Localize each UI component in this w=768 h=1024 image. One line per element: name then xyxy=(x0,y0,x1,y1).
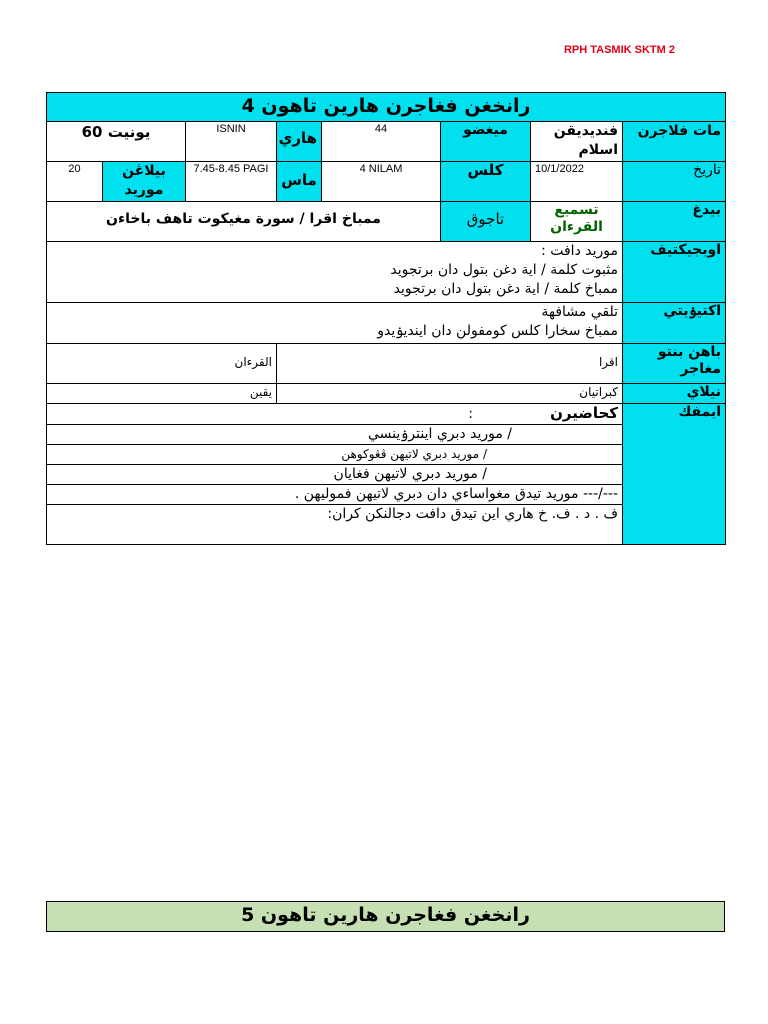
attendance-colon: : xyxy=(468,406,473,422)
next-plan-title: رانخغن فغاجرن هارين تاهون 5 xyxy=(47,902,725,932)
topic-label: تاجوق xyxy=(441,202,531,242)
subject-label: مات فلاجرن xyxy=(623,122,726,162)
material-2: القرءان xyxy=(47,344,277,384)
date-label: تاريخ xyxy=(623,162,726,202)
values-label: نيلاي xyxy=(623,384,726,404)
next-plan-table xyxy=(46,901,725,932)
week-value: 44 xyxy=(322,122,441,162)
class-label: کلس xyxy=(441,162,531,202)
impact-row: ---/--- موريد تيدق مغواساءي دان دبري لاتيهن فموليهن . xyxy=(47,485,623,505)
activities-cell xyxy=(47,303,623,344)
student-count-label: بيلاڠن موريد xyxy=(103,162,186,202)
topic-value: ممباخ اقرا / سورة مغيكوت تاهف باخاءن xyxy=(47,202,441,242)
objective-line: ممباخ كلمة / اية دغن بتول دان برتجويد xyxy=(393,281,618,297)
materials-label: باهن بنتو مغاجر xyxy=(623,344,726,384)
activity-line: تلقي مشافهة xyxy=(541,304,618,320)
value-2: يقين xyxy=(47,384,277,404)
value-1: كبراتيان xyxy=(277,384,623,404)
field-label: بيدغ xyxy=(623,202,726,242)
objective-line: موريد دافت : xyxy=(541,243,618,259)
attendance-row xyxy=(47,404,623,425)
material-1: اقرا xyxy=(277,344,623,384)
time-label: ماس xyxy=(277,162,322,202)
field-value: تسميع القرءان xyxy=(531,202,623,242)
subject-value: فنديديقن اسلام xyxy=(531,122,623,162)
impact-label: ايمفك xyxy=(623,404,726,545)
impact-row: / موريد دبري لاتيهن ڤڠوكوهن xyxy=(47,445,623,465)
class-value: 4 NILAM xyxy=(322,162,441,202)
objectives-cell xyxy=(47,242,623,303)
date-value: 10/1/2022 xyxy=(531,162,623,202)
impact-row: / موريد دبري لاتيهن فغايان xyxy=(47,465,623,485)
notes-cell: ف . د . ف. خ هاري اين تيدق دافت دجالنكن كران: xyxy=(47,505,623,545)
lesson-plan-table xyxy=(46,92,726,545)
week-label: ميغضو xyxy=(441,122,531,162)
objectives-label: اوبجيكتيف xyxy=(623,242,726,303)
day-label: هاري xyxy=(277,122,322,162)
student-count-value: 20 xyxy=(47,162,103,202)
unit-value: يونيت 60 xyxy=(47,122,186,162)
activity-line: ممباخ سخارا كلس كومفولن دان اينديۏيدو xyxy=(377,323,618,339)
impact-row: / موريد دبري اينترۏينسي xyxy=(47,425,623,445)
time-value: 7.45-8.45 PAGI xyxy=(186,162,277,202)
plan-title: رانخغن فغاجرن هارين تاهون 4 xyxy=(47,93,726,122)
activities-label: اكتيۏيتي xyxy=(623,303,726,344)
objective-line: مثبوت كلمة / اية دغن بتول دان برتجويد xyxy=(390,262,618,278)
day-value: ISNIN xyxy=(186,122,277,162)
attendance-label: كحاضيرن xyxy=(550,404,618,422)
document-header: RPH TASMIK SKTM 2 xyxy=(563,44,675,56)
